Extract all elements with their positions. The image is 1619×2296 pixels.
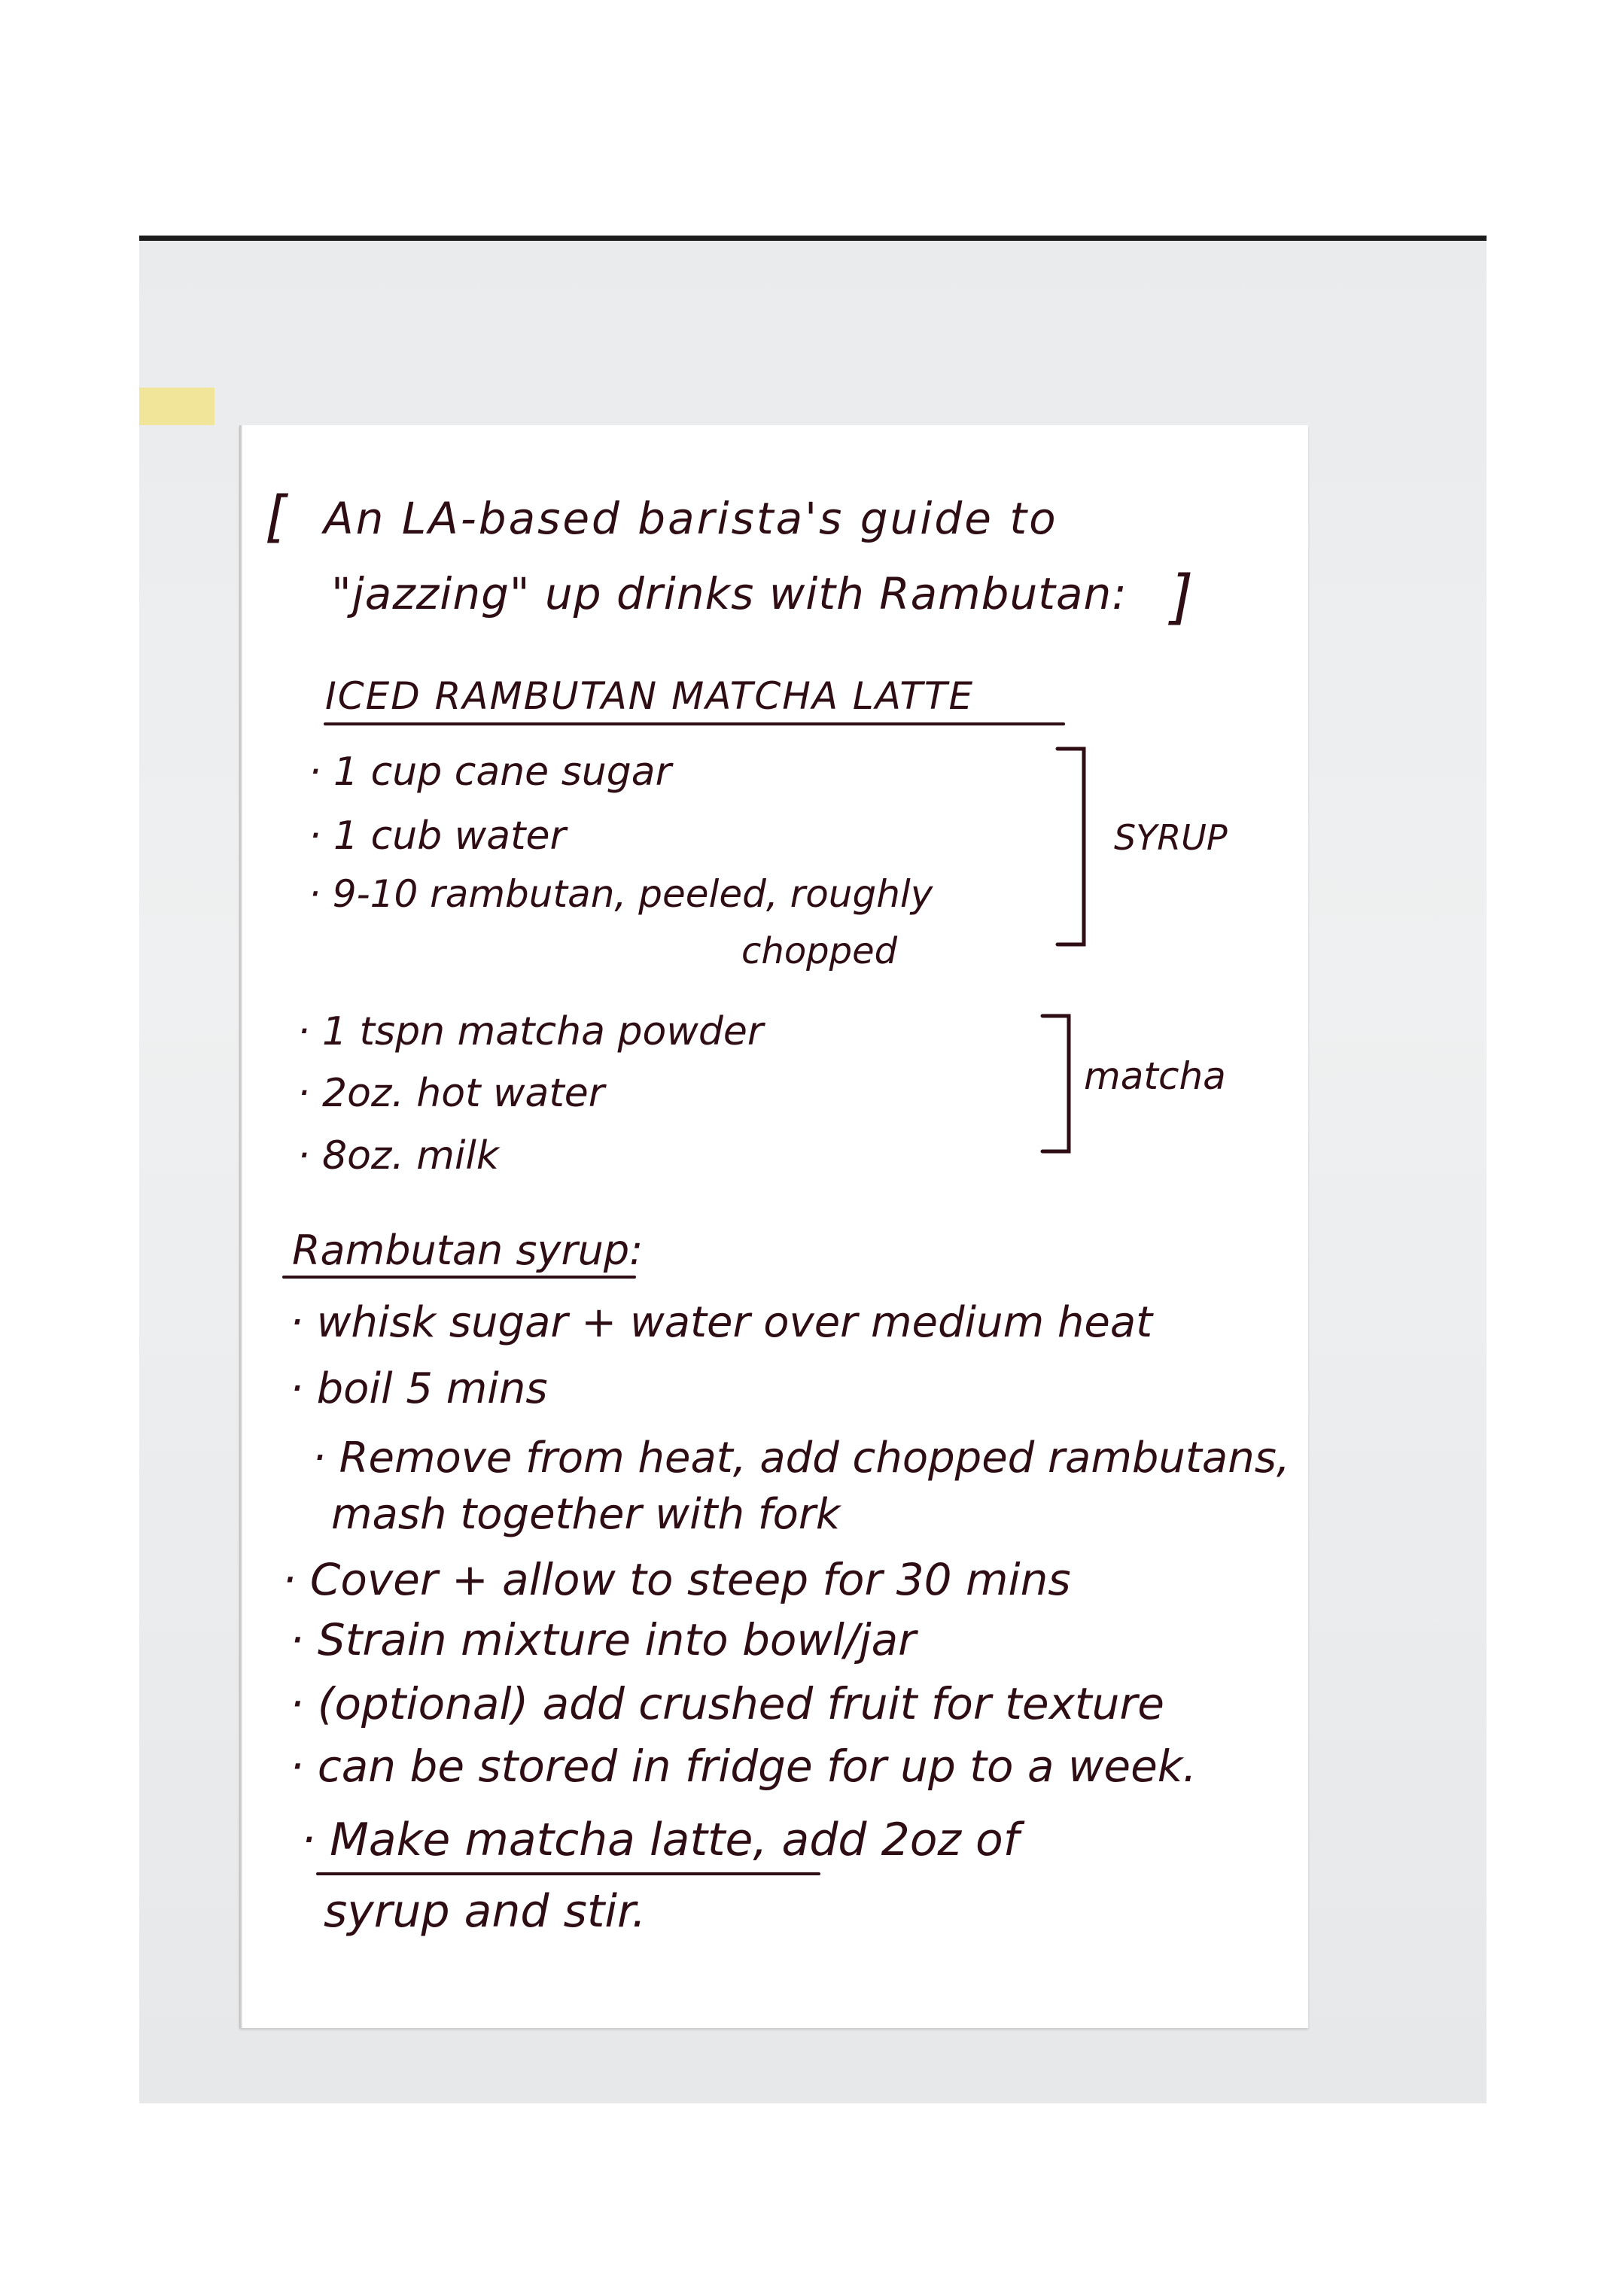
intro-open-bracket: [ xyxy=(265,485,287,549)
step-7: · can be stored in fridge for up to a week. xyxy=(290,1741,1197,1792)
steps-heading-underline xyxy=(282,1276,636,1279)
intro-line-2: "jazzing" up drinks with Rambutan: xyxy=(331,568,1128,619)
yellow-tape xyxy=(139,388,215,425)
syrup-group-label: SYRUP xyxy=(1114,817,1228,858)
step-8: · Make matcha latte, add 2oz of xyxy=(301,1814,1019,1866)
syrup-ingredient-3: · 9-10 rambutan, peeled, roughly xyxy=(309,872,933,916)
step-2: · boil 5 mins xyxy=(290,1364,548,1413)
card-left-edge xyxy=(239,425,242,2028)
scan-top-edge xyxy=(139,236,1487,241)
matcha-ingredient-2: · 2oz. hot water xyxy=(297,1071,605,1116)
matcha-group-bracket xyxy=(1039,1012,1084,1155)
syrup-ingredient-3-cont: chopped xyxy=(741,930,898,972)
syrup-group-bracket xyxy=(1054,745,1099,948)
recipe-title: ICED RAMBUTAN MATCHA LATTE xyxy=(325,674,975,718)
step-6: · (optional) add crushed fruit for texture xyxy=(290,1678,1164,1729)
step-3: · Remove from heat, add chopped rambutans, xyxy=(312,1434,1290,1483)
syrup-ingredient-1: · 1 cup cane sugar xyxy=(309,750,671,795)
steps-heading: Rambutan syrup: xyxy=(292,1227,644,1274)
syrup-ingredient-2: · 1 cub water xyxy=(309,813,566,859)
step-8-underline xyxy=(316,1872,820,1875)
matcha-ingredient-3: · 8oz. milk xyxy=(297,1133,499,1178)
intro-line-1: An LA-based barista's guide to xyxy=(324,493,1058,544)
step-8-cont: syrup and stir. xyxy=(324,1885,647,1938)
step-4: · Cover + allow to steep for 30 mins xyxy=(282,1554,1071,1605)
matcha-group-label: matcha xyxy=(1084,1054,1226,1098)
matcha-ingredient-1: · 1 tspn matcha powder xyxy=(297,1009,764,1054)
step-1: · whisk sugar + water over medium heat xyxy=(290,1298,1153,1347)
step-3-cont: mash together with fork xyxy=(331,1490,841,1539)
intro-close-bracket: ] xyxy=(1170,564,1194,631)
recipe-title-underline xyxy=(324,722,1065,725)
step-5: · Strain mixture into bowl/jar xyxy=(290,1614,916,1665)
